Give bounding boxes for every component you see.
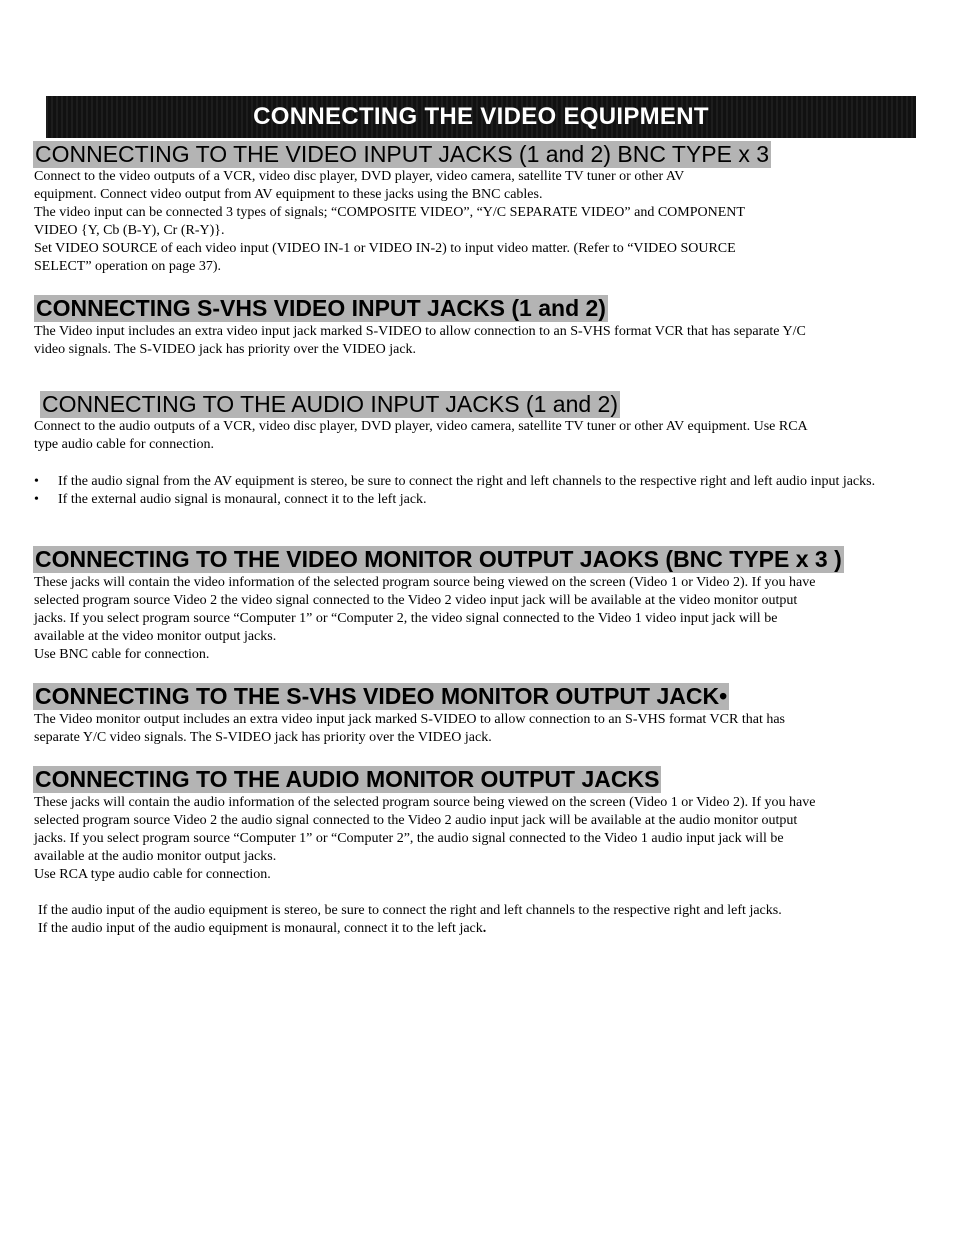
paragraph-line: The video input can be connected 3 types of signals; “COMPOSITE VIDEO”, “Y/C SEPARATE VIDEO” and COMPONENT <box>34 205 745 220</box>
video-input-body <box>34 168 914 276</box>
paragraph-line: Set VIDEO SOURCE of each video input (VIDEO IN-1 or VIDEO IN-2) to input video matter. (Refer to “VIDEO SOURCE <box>34 241 736 256</box>
paragraph-line: type audio cable for connection. <box>34 437 214 452</box>
audio-input-body <box>34 418 914 454</box>
note-text: If the audio input of the audio equipment is monaural, connect it to the left jack <box>38 921 483 936</box>
paragraph-line: video signals. The S-VIDEO jack has priority over the VIDEO jack. <box>34 342 417 357</box>
bullet-text: If the audio signal from the AV equipment is stereo, be sure to connect the right and left channels to the respective right and left audio input jacks. <box>58 474 876 489</box>
note-line <box>38 920 918 938</box>
paragraph-line: available at the audio monitor output jacks. <box>34 849 277 864</box>
note-line: If the audio input of the audio equipment is stereo, be sure to connect the right and left channels to the respective right and left jacks. <box>38 903 782 918</box>
paragraph-line: Use RCA type audio cable for connection. <box>34 867 271 882</box>
page-banner <box>46 96 916 138</box>
paragraph-line: SELECT” operation on page 37). <box>34 259 222 274</box>
paragraph-line: selected program source Video 2 the video signal connected to the Video 2 video input jack will be available at the video monitor output <box>34 593 798 608</box>
paragraph-line: separate Y/C video signals. The S-VIDEO jack has priority over the VIDEO jack. <box>34 730 492 745</box>
paragraph-line: jacks. If you select program source “Computer 1” or “Computer 2”, the audio signal connected to the Video 1 audio input jack will be <box>34 831 784 846</box>
paragraph-line: These jacks will contain the audio information of the selected program source being viewed on the screen (Video 1 or Video 2). If you have <box>34 795 816 810</box>
paragraph-line: available at the video monitor output jacks. <box>34 629 277 644</box>
audio-monitor-notes <box>38 902 918 938</box>
note-end-mark: . <box>482 921 487 936</box>
paragraph-line: selected program source Video 2 the audio signal connected to the Video 2 audio input jack will be available at the audio monitor output <box>34 813 798 828</box>
paragraph-line: Use BNC cable for connection. <box>34 647 210 662</box>
heading-svhs-monitor: CONNECTING TO THE S-VHS VIDEO MONITOR OUTPUT JACK• <box>35 683 728 709</box>
paragraph-line: The Video monitor output includes an extra video input jack marked S-VIDEO to allow connection to an S-VHS format VCR that has <box>34 712 785 727</box>
heading-svhs-input: CONNECTING S-VHS VIDEO INPUT JACKS (1 and 2) <box>36 295 606 321</box>
bullet-symbol: • <box>34 474 39 489</box>
audio-monitor-body <box>34 794 914 884</box>
bullet-text: If the external audio signal is monaural, connect it to the left jack. <box>58 492 427 507</box>
paragraph-line: The Video input includes an extra video input jack marked S-VIDEO to allow connection to an S-VHS format VCR that has separate Y/C <box>34 324 806 339</box>
heading-audio-input: CONNECTING TO THE AUDIO INPUT JACKS (1 and 2) <box>42 391 618 417</box>
paragraph-line: Connect to the audio outputs of a VCR, video disc player, DVD player, video camera, satellite TV tuner or other AV equipment. Use RCA <box>34 419 808 434</box>
svhs-monitor-body <box>34 711 914 747</box>
banner-title: CONNECTING THE VIDEO EQUIPMENT <box>253 103 709 130</box>
list-item <box>34 491 914 509</box>
video-monitor-body <box>34 574 914 664</box>
heading-video-input: CONNECTING TO THE VIDEO INPUT JACKS (1 and 2) BNC TYPE x 3 <box>35 141 770 167</box>
paragraph-line: Connect to the video outputs of a VCR, video disc player, DVD player, video camera, satellite TV tuner or other AV <box>34 169 685 184</box>
paragraph-line: These jacks will contain the video information of the selected program source being viewed on the screen (Video 1 or Video 2). If you have <box>34 575 816 590</box>
audio-input-bullets <box>34 473 914 509</box>
paragraph-line: VIDEO {Y, Cb (B-Y), Cr (R-Y)}. <box>34 223 225 238</box>
paragraph-line: jacks. If you select program source “Computer 1” or “Computer 2, the video signal connected to the Video 1 video input jack will be <box>34 611 778 626</box>
svhs-input-body <box>34 323 914 359</box>
paragraph-line: equipment. Connect video output from AV equipment to these jacks using the BNC cables. <box>34 187 543 202</box>
heading-audio-monitor: CONNECTING TO THE AUDIO MONITOR OUTPUT JACKS <box>35 766 660 792</box>
bullet-symbol: • <box>34 492 39 507</box>
heading-video-monitor: CONNECTING TO THE VIDEO MONITOR OUTPUT JAOKS (BNC TYPE x 3 ) <box>35 546 842 572</box>
list-item <box>34 473 914 491</box>
